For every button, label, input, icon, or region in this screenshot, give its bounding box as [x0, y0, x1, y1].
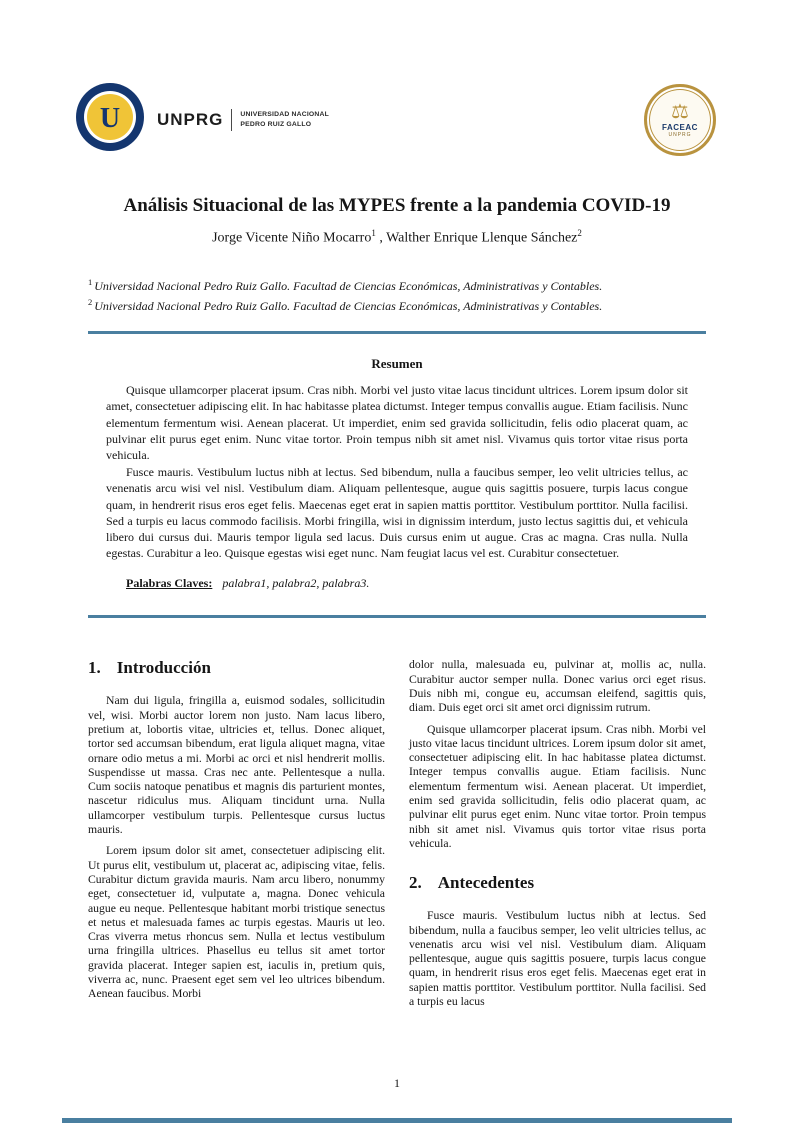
- author-separator: ,: [375, 230, 387, 246]
- paragraph: Fusce mauris. Vestibulum luctus nibh at lectus. Sed bibendum, nulla a faucibus semper, leo velit ultricies tellus, ac venenatis arcu wisi vel nisl. Vestibulum diam. Aliquam pellentesque, augue quis sagittis posuere, turpis lacus congue quam, in hendrerit risus eros eget felis. Maecenas eget erat in sapien mattis porttitor. Vestibulum porttitor. Nulla facilisi. Sed a turpis eu lacus: [409, 909, 706, 1008]
- faceac-label: FACEAC: [662, 123, 698, 132]
- footer-rule: [62, 1118, 732, 1123]
- separator-rule-bottom: [88, 615, 706, 618]
- page-number: 1: [394, 1076, 400, 1090]
- svg-text:U: U: [99, 103, 121, 134]
- keywords-label: Palabras Claves:: [126, 576, 213, 591]
- affiliation-1-text: Universidad Nacional Pedro Ruiz Gallo. Facultad de Ciencias Económicas, Administrativas y Contables.: [94, 279, 603, 294]
- university-name-line2: PEDRO RUIZ GALLO: [240, 121, 312, 128]
- affiliation-1-mark: 1: [88, 277, 93, 288]
- abstract-heading: Resumen: [371, 356, 423, 372]
- faceac-logo: [644, 84, 716, 156]
- left-column: [88, 658, 385, 1016]
- abstract-section: [106, 356, 688, 591]
- university-name: [240, 110, 329, 130]
- keywords-line: [126, 576, 688, 591]
- scales-icon: ⚖: [671, 101, 689, 123]
- paragraph: Lorem ipsum dolor sit amet, consectetuer adipiscing elit. Ut purus elit, vestibulum ut, placerat ac, adipiscing vitae, felis. Curabitur dictum gravida mauris. Nam arcu libero, nonummy eget, consectetuer id, vulputate a, magna. Donec vehicula augue eu neque. Pellentesque habitant morbi tristique senectus et netus et malesuada fames ac turpis egestas. Mauris ut leo. Cras viverra metus rhoncus sem. Nulla et lectus vestibulum urna fringilla ultrices. Phasellus eu tellus sit amet tortor gravida placerat. Integer sapien est, iaculis in, pretium quis, viverra ac, nunc. Praesent eget sem vel leo ultrices bibendum. Aenean faucibus. Morbi: [88, 844, 385, 1001]
- author-2: Walther Enrique Llenque Sánchez: [386, 230, 578, 246]
- keywords-values: palabra1, palabra2, palabra3.: [222, 576, 370, 591]
- abstract-paragraph: Fusce mauris. Vestibulum luctus nibh at lectus. Sed bibendum, nulla a faucibus semper, leo velit ultricies tellus, ac venenatis arcu wisi vel nisl. Vestibulum diam. Aliquam pellentesque, augue quis sagittis posuere, turpis lacus congue quam, in hendrerit risus eros eget felis. Maecenas eget erat in sapien mattis porttitor. Vestibulum porttitor. Nulla facilisi. Sed a turpis eu lacus commodo facilisis. Morbi fringilla, wisi in dignissim interdum, justo lectus sagittis dui, et vehicula libero dui cursus dui. Mauris tempor ligula sed lacus. Duis cursus enim ut augue. Cras ac magna. Cras nulla. Nulla egestas. Curabitur a leo. Quisque egestas wisi eget nunc. Nam feugiat lacus vel est. Curabitur consectetuer.: [106, 465, 688, 561]
- header: [75, 82, 716, 156]
- section-heading-introduccion: [88, 658, 385, 678]
- wordmark-divider: [231, 109, 232, 131]
- author-2-affiliation-mark: 2: [577, 227, 582, 238]
- university-name-line1: UNIVERSIDAD NACIONAL: [240, 110, 329, 118]
- affiliation-line-2: [88, 296, 706, 315]
- section-title: Antecedentes: [437, 873, 535, 893]
- unprg-acronym: UNPRG: [157, 110, 224, 129]
- body-columns: [88, 658, 706, 1016]
- university-seal-icon: [75, 82, 145, 152]
- section-number: 1.: [88, 658, 101, 678]
- section-number: 2.: [409, 873, 422, 893]
- faceac-sub-label: UNPRG: [668, 132, 692, 138]
- affiliations: [88, 276, 706, 315]
- paper-title: Análisis Situacional de las MYPES frente a la pandemia COVID-19: [123, 195, 671, 216]
- affiliation-2-text: Universidad Nacional Pedro Ruiz Gallo. Facultad de Ciencias Económicas, Administrativas y Contables.: [94, 298, 603, 313]
- affiliation-line-1: [88, 276, 706, 295]
- separator-rule-top: [88, 331, 706, 334]
- right-column: [409, 658, 706, 1016]
- unprg-wordmark: [157, 109, 329, 131]
- section-heading-antecedentes: [409, 873, 706, 893]
- author-1-affiliation-mark: 1: [371, 227, 376, 238]
- unprg-logo: [75, 82, 329, 152]
- section-title: Introducción: [116, 658, 211, 678]
- author-1: Jorge Vicente Niño Mocarro: [212, 230, 372, 246]
- paragraph-continuation: dolor nulla, malesuada eu, pulvinar at, mollis ac, nulla. Curabitur auctor semper nulla. Donec varius orci eget risus. Duis nibh mi, congue eu, accumsan eleifend, sagittis quis, diam. Duis eget orci sit amet orci dignissim rutrum.: [409, 658, 706, 715]
- abstract-paragraph: Quisque ullamcorper placerat ipsum. Cras nibh. Morbi vel justo vitae lacus tincidunt ultrices. Lorem ipsum dolor sit amet, consectetuer adipiscing elit. In hac habitasse platea dictumst. Integer tempus convallis augue. Etiam facilisis. Nunc elementum fermentum wisi. Aenean placerat. Ut imperdiet, enim sed gravida sollicitudin, felis odio placerat quam, ac pulvinar elit purus eget enim. Nunc vitae tortor. Proin tempus nibh sit amet nisl. Vivamus quis tortor vitae risus porta vehicula.: [106, 383, 688, 462]
- paragraph: Nam dui ligula, fringilla a, euismod sodales, sollicitudin vel, wisi. Morbi auctor lorem non justo. Nam lacus libero, pretium at, lobortis vitae, ultricies et, tellus. Donec aliquet, tortor sed accumsan bibendum, erat ligula aliquet magna, vitae ornare odio metus a mi. Morbi ac orci et nisl hendrerit mollis. Suspendisse ut massa. Cras nec ante. Pellentesque a nulla. Cum sociis natoque penatibus et magnis dis parturient montes, nascetur ridiculus mus. Aliquam tincidunt urna. Nulla ullamcorper vestibulum turpis. Pellentesque cursus luctus mauris.: [88, 694, 385, 837]
- affiliation-2-mark: 2: [88, 296, 93, 307]
- paragraph: Quisque ullamcorper placerat ipsum. Cras nibh. Morbi vel justo vitae lacus tincidunt ultrices. Lorem ipsum dolor sit amet, consectetuer adipiscing elit. In hac habitasse platea dictumst. Integer tempus convallis augue. Etiam facilisis. Nunc elementum fermentum wisi. Aenean placerat. Ut imperdiet, enim sed gravida sollicitudin, felis odio placerat quam, ac pulvinar elit purus eget enim. Nunc vitae tortor. Proin tempus nibh sit amet nisl. Vivamus quis tortor vitae risus porta vehicula.: [409, 722, 706, 850]
- authors-line: [0, 228, 794, 247]
